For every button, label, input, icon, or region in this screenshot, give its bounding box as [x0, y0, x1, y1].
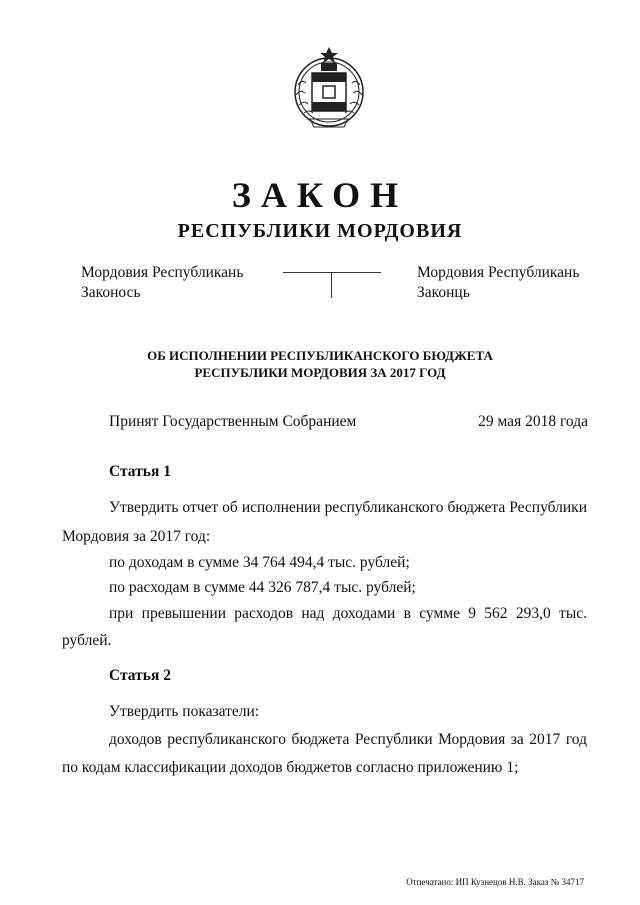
- coat-of-arms-icon: [288, 45, 370, 135]
- moksha-label-line2: Законось: [81, 284, 141, 301]
- article-2-paragraph-1: Утвердить показатели:: [109, 703, 260, 720]
- article-1-paragraph-3: по расходам в сумме 44 326 787,4 тыс. рублей;: [109, 579, 416, 596]
- article-1-paragraph-1: Утвердить отчет об исполнении республиканского бюджета Республики: [109, 499, 587, 516]
- print-info: Отпечатано: ИП Кузнецов Н.В. Заказ № 34717: [406, 877, 584, 887]
- moksha-label: [81, 263, 243, 303]
- law-title-line1: ОБ ИСПОЛНЕНИИ РЕСПУБЛИКАНСКОГО БЮДЖЕТА: [147, 348, 493, 363]
- article-1-paragraph-2: по доходам в сумме 34 764 494,4 тыс. рублей;: [109, 554, 410, 571]
- article-2-paragraph-2: доходов республиканского бюджета Республики Мордовия за 2017 год: [109, 731, 587, 748]
- law-heading: ЗАКОН: [231, 175, 409, 215]
- moksha-label-line1: Мордовия Республикань: [81, 264, 244, 281]
- erzya-label: [417, 263, 579, 303]
- adoption-date: 29 мая 2018 года: [478, 413, 588, 430]
- republic-heading: РЕСПУБЛИКИ МОРДОВИЯ: [177, 220, 463, 242]
- article-1-paragraph-1-cont: Мордовия за 2017 год:: [62, 528, 211, 545]
- article-2-heading: Статья 2: [109, 667, 171, 684]
- article-1-paragraph-4: при превышении расходов над доходами в сумме 9 562 293,0 тыс.: [109, 605, 587, 622]
- law-title: [0, 347, 640, 381]
- article-1-heading: Статья 1: [109, 463, 171, 480]
- law-title-line2: РЕСПУБЛИКИ МОРДОВИЯ ЗА 2017 ГОД: [194, 365, 446, 380]
- article-2-paragraph-2-cont: по кодам классификации доходов бюджетов согласно приложению 1;: [62, 759, 519, 776]
- article-1-paragraph-4-cont: рублей.: [62, 632, 112, 649]
- erzya-label-line2: Законць: [417, 284, 470, 301]
- divider: [283, 272, 381, 273]
- divider: [331, 272, 332, 298]
- adoption-text: Принят Государственным Собранием: [109, 413, 357, 430]
- erzya-label-line1: Мордовия Республикань: [417, 264, 580, 281]
